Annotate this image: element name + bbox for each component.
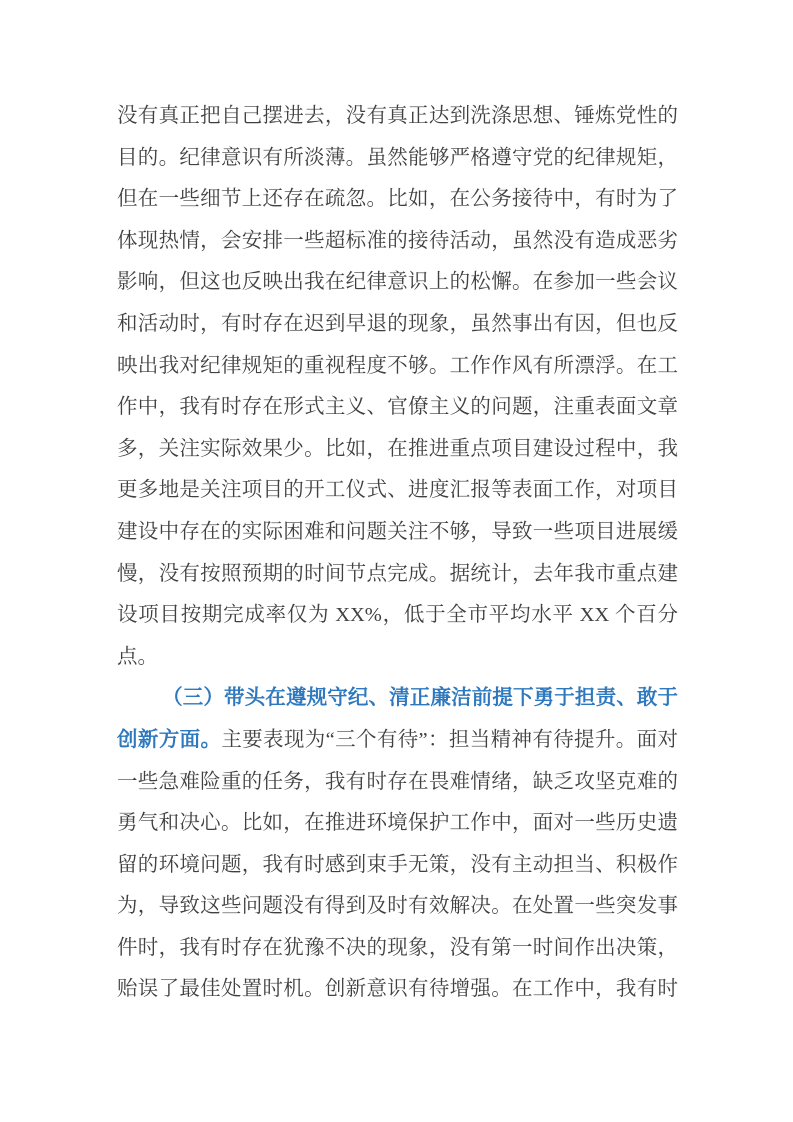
text-line: 慢，没有按照预期的时间节点完成。据统计，去年我市重点建 xyxy=(117,562,678,585)
text-line: 和活动时，有时存在迟到早退的现象，虽然事出有因，但也反 xyxy=(117,312,678,335)
text-line: 勇气和决心。比如，在推进环境保护工作中，面对一些历史遗 xyxy=(117,812,678,835)
paragraph-end-line: 点。 xyxy=(117,645,158,668)
text-line: 更多地是关注项目的开工仪式、进度汇报等表面工作，对项目 xyxy=(117,479,678,502)
body-text-after-heading: 主要表现为“三个有待”：担当精神有待提升。面对 xyxy=(221,728,679,751)
text-line: 但在一些细节上还存在疏忽。比如，在公务接待中，有时为了 xyxy=(117,188,678,211)
text-line: 留的环境问题，我有时感到束手无策，没有主动担当、积极作 xyxy=(117,853,678,876)
page-text-content xyxy=(117,96,678,1011)
text-line: 目的。纪律意识有所淡薄。虽然能够严格遵守党的纪律规矩， xyxy=(117,146,678,169)
section-heading-line-2 xyxy=(117,720,678,762)
text-line: 作中，我有时存在形式主义、官僚主义的问题，注重表面文章 xyxy=(117,396,678,419)
text-line: 没有真正把自己摆进去，没有真正达到洗涤思想、锤炼党性的 xyxy=(117,105,678,127)
text-line: 映出我对纪律规矩的重视程度不够。工作作风有所漂浮。在工 xyxy=(117,354,678,377)
text-line: 体现热情，会安排一些超标准的接待活动，虽然没有造成恶劣 xyxy=(117,229,678,252)
text-line: 一些急难险重的任务，我有时存在畏难情绪，缺乏攻坚克难的 xyxy=(117,770,678,793)
text-line: 为，导致这些问题没有得到及时有效解决。在处置一些突发事 xyxy=(117,895,678,918)
text-line: 设项目按期完成率仅为 XX%，低于全市平均水平 XX 个百分 xyxy=(117,604,678,627)
section-heading-text: 创新方面。 xyxy=(117,728,222,751)
text-line: 贻误了最佳处置时机。创新意识有待增强。在工作中，我有时 xyxy=(117,978,678,1001)
section-heading-text: （三）带头在遵规守纪、清正廉洁前提下勇于担责、敢于 xyxy=(162,687,678,710)
text-line: 多，关注实际效果少。比如，在推进重点项目建设过程中，我 xyxy=(117,437,678,460)
section-heading-line-1 xyxy=(117,678,678,720)
text-line: 件时，我有时存在犹豫不决的现象，没有第一时间作出决策， xyxy=(117,936,678,959)
text-line: 建设中存在的实际困难和问题关注不够，导致一些项目进展缓 xyxy=(117,520,678,543)
text-line: 影响，但这也反映出我在纪律意识上的松懈。在参加一些会议 xyxy=(117,271,678,294)
